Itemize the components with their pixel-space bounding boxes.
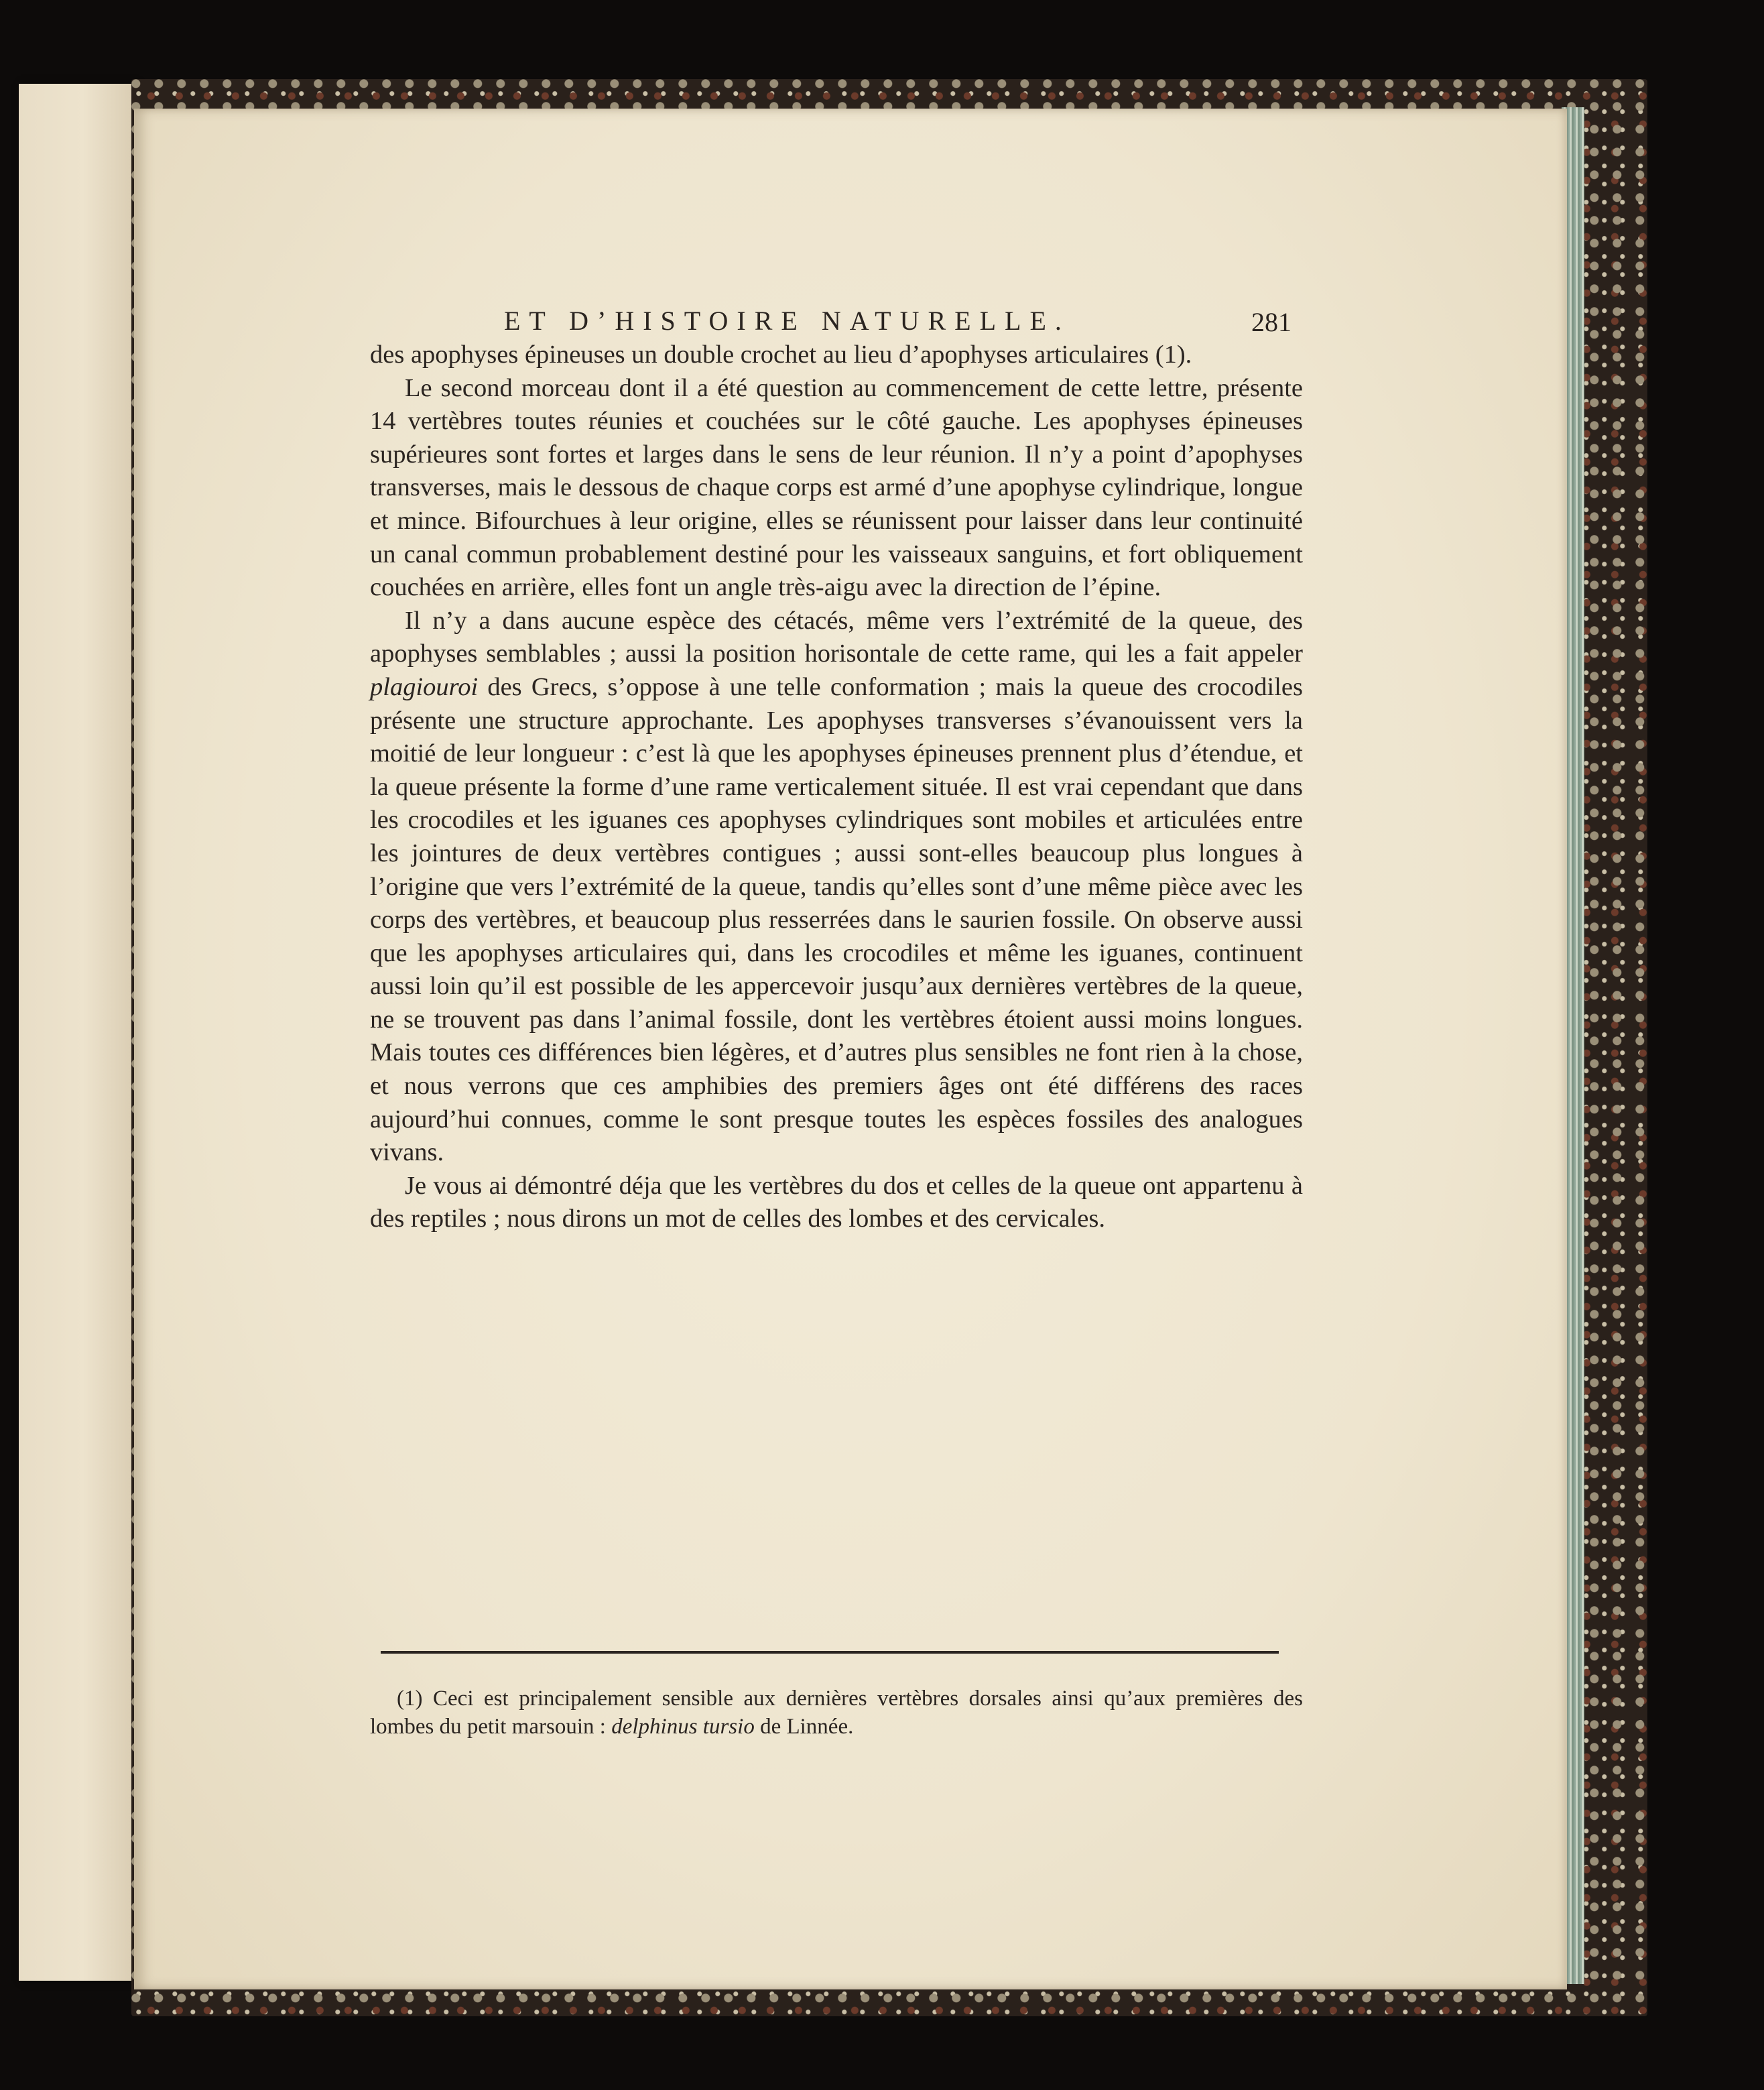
paragraph-4: Je vous ai démontré déja que les vertèbres du dos et celles de la queue ont appartenu à des reptiles ; nous dirons un mot de celles des lombes et des cervicales. (370, 1171, 1303, 1233)
paragraph-3-text-before: Il n’y a dans aucune espèce des cétacés, même vers l’extrémité de la queue, des apophyses semblables ; aussi la position horisontale de cette rame, qui les a fait appeler (370, 606, 1303, 668)
footnote-separator-rule (381, 1651, 1279, 1654)
page-number: 281 (1251, 307, 1292, 337)
running-title: ET D’HISTOIRE NATURELLE. (504, 306, 1070, 336)
facing-page-edge (19, 84, 136, 1981)
paragraph-3 (370, 605, 1303, 1170)
paragraph-3-italic-term: plagiouroi (370, 672, 479, 701)
footnote-text-before: (1) Ceci est principalement sensible aux dernières vertèbres dorsales ainsi qu’aux premières des lombes du petit marsouin : (370, 1686, 1303, 1739)
footnote (370, 1684, 1303, 1741)
paragraph-3-text-after: des Grecs, s’oppose à une telle conformation ; mais la queue des crocodiles présente une structure approchante. Les apophyses transverses s’évanouissent vers la moitié de leur longueur : c’est là que les apophyses épineuses prennent plus d’étendue, et la queue présente la forme d’une rame verticalement située. Il est vrai cependant que dans les crocodiles et les iguanes ces apophyses cylindriques sont mobiles et articulées entre les jointures de deux vertèbres contigues ; aussi sont-elles beaucoup plus longues à l’origine que vers l’extrémité de la queue, tandis qu’elles sont d’une même pièce avec les corps des vertèbres, et beaucoup plus resserrées dans le saurien fossile. On observe aussi que les apophyses articulaires qui, dans les crocodiles et même les iguanes, continuent aussi loin qu’il est possible de les appercevoir jusqu’aux dernières vertèbres de la queue, ne se trouvent pas dans l’animal fossile, dont les vertèbres étoient aussi moins longues. Mais toutes ces différences bien légères, et d’autres plus sensibles ne font rien à la chose, et nous verrons que ces amphibies des premiers âges ont été différens des races aujourd’hui connues, comme le sont presque toutes les espèces fossiles des analogues vivans. (370, 672, 1303, 1167)
body-text (370, 339, 1303, 1236)
footnote-italic-term: delphinus tursio (611, 1715, 755, 1739)
paragraph-2: Le second morceau dont il a été question au commencement de cette lettre, présente 14 vertèbres toutes réunies et couchées sur le côté gauche. Les apophyses épineuses supérieures sont fortes et larges dans le sens de leur réunion. Il n’y a point d’apophyses transverses, mais le dessous de chaque corps est armé d’une apophyse cylindrique, longue et mince. Bifourchues à leur origine, elles se réunissent pour laisser dans leur continuité un canal commun probablement destiné pour les vaisseaux sanguins, et fort obliquement couchées en arrière, elles font un angle très-aigu avec la direction de l’épine. (370, 373, 1303, 602)
footnote-text-after: de Linnée. (760, 1715, 854, 1739)
page-header (504, 305, 1308, 337)
paragraph-1: des apophyses épineuses un double crochet au lieu d’apophyses articulaires (1). (370, 341, 1192, 369)
